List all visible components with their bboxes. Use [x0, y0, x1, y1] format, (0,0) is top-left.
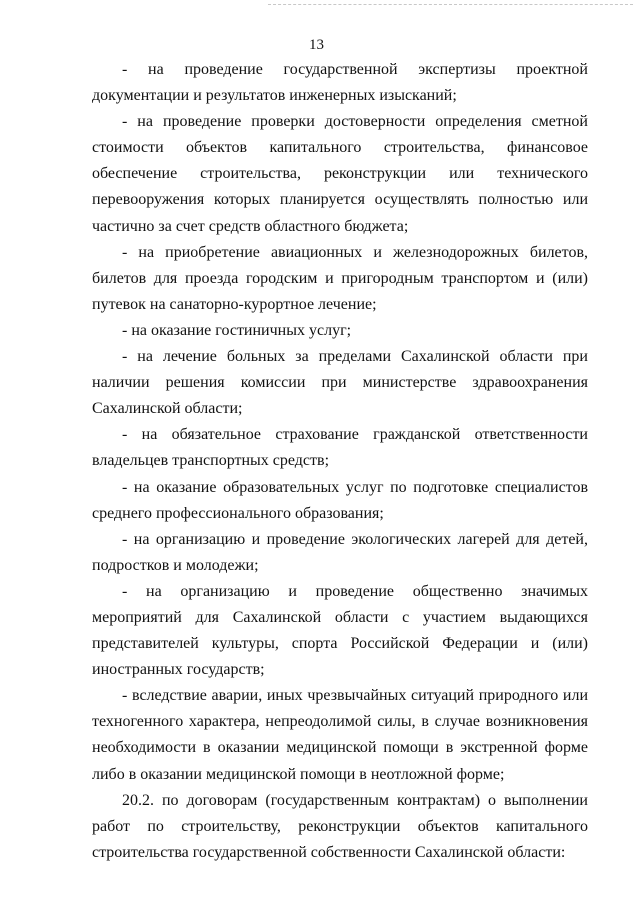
paragraph-vehicle-insurance: - на обязательное страхование гражданской ответственности владельцев транспортных средств; [92, 426, 588, 470]
paragraph-construction-contracts: 20.2. по договорам (государственным контрактам) о выполнении работ по строительству, реконструкции объектов капитального строительства государственной собственности Сахалинской области: [92, 791, 588, 861]
document-body [92, 57, 588, 866]
paragraph-ecological-camps: - на организацию и проведение экологических лагерей для детей, подростков и молодежи; [92, 530, 588, 574]
paragraph-medical-treatment: - на лечение больных за пределами Сахалинской области при наличии решения комиссии при министерстве здравоохранения Сахалинской области; [92, 348, 588, 418]
scan-edge-line [268, 4, 633, 5]
paragraph-education-services: - на оказание образовательных услуг по подготовке специалистов среднего профессионального образования; [92, 478, 588, 522]
paragraph-emergencies: - вследствие аварии, иных чрезвычайных ситуаций природного или техногенного характера, непреодолимой силы, в случае возникновения необходимости в оказании медицинской помощи в экстренной форме либо в оказании медицинской помощи в неотложной форме; [92, 687, 588, 783]
paragraph-hotel-services: - на оказание гостиничных услуг; [122, 321, 352, 339]
paragraph-tickets-vouchers: - на приобретение авиационных и железнодорожных билетов, билетов для проезда городским и пригородным транспортом и (или) путевок на санаторно-курортное лечение; [92, 243, 588, 313]
paragraph-state-expertise: - на проведение государственной экспертизы проектной документации и результатов инженерных изысканий; [92, 61, 588, 105]
page-number: 13 [309, 37, 324, 53]
paragraph-cost-verification: - на проведение проверки достоверности определения сметной стоимости объектов капитального строительства, финансовое обеспечение строительства, реконструкции или технического перевооружения которых планируется осуществлять полностью или частично за счет средств областного бюджета; [92, 113, 588, 235]
paragraph-public-events: - на организацию и проведение общественно значимых мероприятий для Сахалинской области с участием выдающихся представителей культуры, спорта Российской Федерации и (или) иностранных государств; [92, 582, 588, 679]
